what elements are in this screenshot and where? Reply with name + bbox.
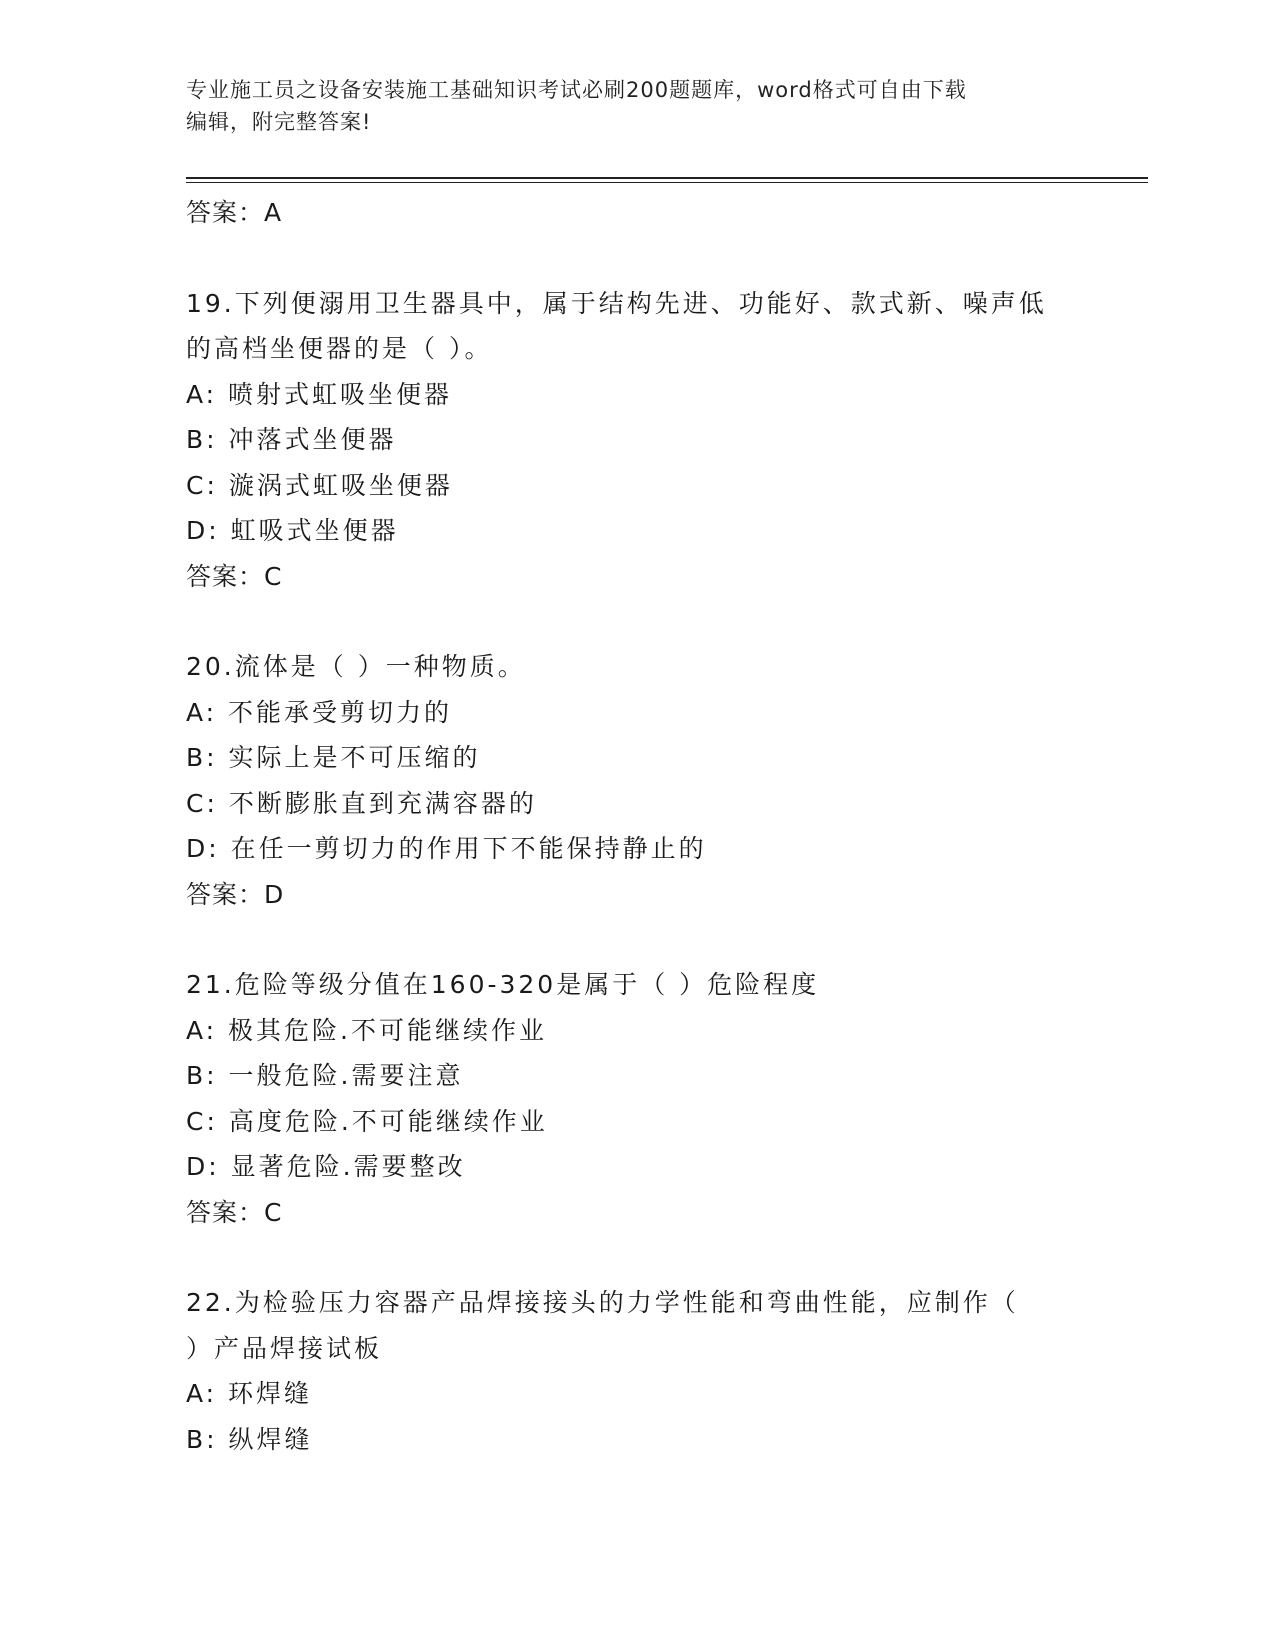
question-block — [186, 644, 1086, 917]
option-c: C: 漩涡式虹吸坐便器 — [186, 470, 453, 500]
answer-line: 答案：A — [186, 198, 283, 227]
spacer — [186, 1235, 1086, 1280]
option-a: A: 不能承受剪切力的 — [186, 697, 453, 727]
option-b: B: 实际上是不可压缩的 — [186, 743, 481, 772]
option-b: B: 纵焊缝 — [186, 1424, 313, 1454]
question-list — [186, 190, 1086, 1462]
question-stem: 的高档坐便器的是（ ）。 — [186, 334, 493, 363]
answer-line: 答案：C — [186, 1197, 283, 1227]
question-stem: 19.下列便溺用卫生器具中，属于结构先进、功能好、款式新、噪声低 — [186, 288, 1047, 318]
header-divider — [186, 177, 1148, 179]
question-block — [186, 962, 1086, 1235]
option-a: A: 极其危险.不可能继续作业 — [186, 1015, 547, 1045]
option-c: C: 高度危险.不可能继续作业 — [186, 1106, 548, 1136]
spacer — [186, 917, 1086, 962]
header-divider-thin — [186, 182, 1148, 183]
option-d: D: 虹吸式坐便器 — [186, 516, 399, 545]
option-a: A: 喷射式虹吸坐便器 — [186, 379, 453, 409]
question-block — [186, 281, 1086, 600]
answer-line: 答案：D — [186, 879, 285, 909]
question-stem: ）产品焊接试板 — [186, 1333, 383, 1363]
header-line-2: 编辑，附完整答案! — [186, 110, 372, 134]
spacer — [186, 236, 1086, 281]
spacer — [186, 599, 1086, 644]
answer-line: 答案：C — [186, 561, 283, 591]
question-stem: 22.为检验压力容器产品焊接接头的力学性能和弯曲性能，应制作（ — [186, 1288, 1019, 1317]
option-b: B: 一般危险.需要注意 — [186, 1061, 464, 1090]
header-line-1: 专业施工员之设备安装施工基础知识考试必刷200题题库，word格式可自由下载 — [186, 78, 967, 102]
option-c: C: 不断膨胀直到充满容器的 — [186, 788, 537, 818]
document-header — [186, 74, 1066, 138]
option-d: D: 显著危险.需要整改 — [186, 1152, 466, 1181]
question-block — [186, 1280, 1086, 1462]
question-stem: 21.危险等级分值在160-320是属于（ ）危险程度 — [186, 970, 820, 999]
question-stem: 20.流体是（ ）一种物质。 — [186, 652, 526, 681]
option-a: A: 环焊缝 — [186, 1379, 313, 1408]
option-b: B: 冲落式坐便器 — [186, 425, 397, 454]
option-d: D: 在任一剪切力的作用下不能保持静止的 — [186, 834, 707, 863]
